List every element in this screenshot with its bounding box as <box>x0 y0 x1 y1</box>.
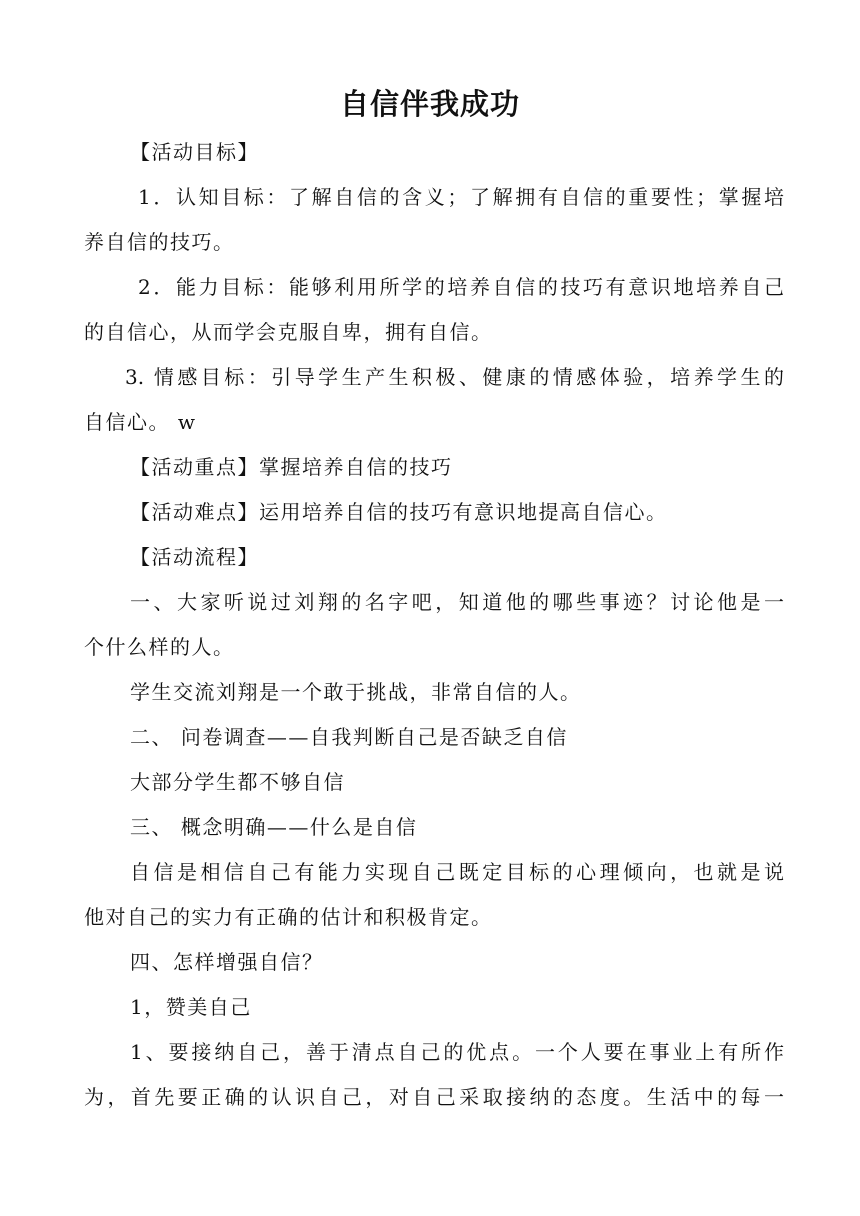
paragraph-line: 一、大家听说过刘翔的名字吧，知道他的哪些事迹？讨论他是一 <box>130 590 784 614</box>
section-heading-process: 【活动流程】 <box>130 545 259 569</box>
paragraph-line: 2．能力目标：能够利用所学的培养自信的技巧有意识地培养自己 <box>138 275 784 299</box>
section-heading-concept: 三、 概念明确——什么是自信 <box>130 815 418 839</box>
section-heading-method: 四、怎样增强自信？ <box>130 950 324 974</box>
section-heading-goals: 【活动目标】 <box>130 140 259 164</box>
paragraph-line: 个什么样的人。 <box>84 635 235 659</box>
paragraph-line: 他对自己的实力有正确的估计和积极肯定。 <box>84 905 493 929</box>
paragraph-line: 1．认知目标：了解自信的含义；了解拥有自信的重要性；掌握培 <box>138 185 784 209</box>
paragraph-line: 自信心。 w <box>84 410 197 434</box>
paragraph-line: 1、要接纳自己，善于清点自己的优点。一个人要在事业上有所作 <box>130 1040 784 1064</box>
paragraph-line: 为，首先要正确的认识自己，对自己采取接纳的态度。生活中的每一 <box>84 1085 784 1109</box>
paragraph-line: 的自信心，从而学会克服自卑，拥有自信。 <box>84 320 493 344</box>
paragraph-line: 大部分学生都不够自信 <box>130 770 345 794</box>
page-title: 自信伴我成功 <box>339 87 520 121</box>
subsection-heading: 1，赞美自己 <box>130 995 252 1019</box>
section-heading-survey: 二、 问卷调查——自我判断自己是否缺乏自信 <box>130 725 568 749</box>
section-heading-focus: 【活动重点】掌握培养自信的技巧 <box>130 455 453 479</box>
paragraph-line: 自信是相信自己有能力实现自己既定目标的心理倾向，也就是说 <box>130 860 784 884</box>
section-heading-difficulty: 【活动难点】运用培养自信的技巧有意识地提高自信心。 <box>130 500 668 524</box>
paragraph-line: 学生交流刘翔是一个敢于挑战，非常自信的人。 <box>130 680 582 704</box>
paragraph-line: 3. 情感目标：引导学生产生积极、健康的情感体验，培养学生的 <box>125 365 784 389</box>
paragraph-line: 养自信的技巧。 <box>84 230 235 254</box>
